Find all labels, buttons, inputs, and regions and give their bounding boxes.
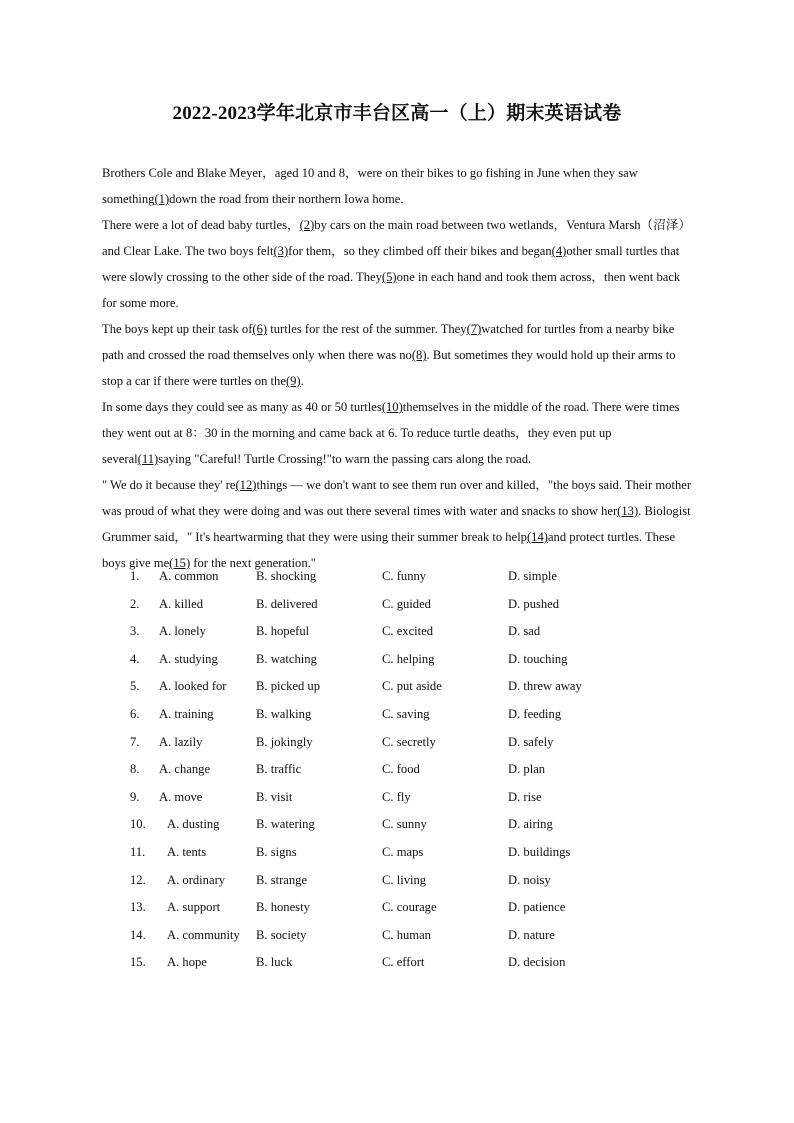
option-c: C. living <box>382 872 427 887</box>
text-segment: for them，so they climbed off their bikes and began <box>288 244 552 258</box>
option-a: A. training <box>159 707 214 721</box>
text-segment: . Biologist Grummer said，" It's heartwarming that they were using their summer break to help <box>102 504 691 544</box>
option-d: D. pushed <box>508 596 560 611</box>
question-row <box>0 652 794 672</box>
blank-9: (9) <box>285 374 301 388</box>
question-number: 11. <box>130 845 146 859</box>
blank-5: (5) <box>381 270 397 284</box>
question-row <box>0 735 794 755</box>
option-a: A. studying <box>159 651 218 666</box>
question-row <box>0 873 794 893</box>
question-number: 6. <box>130 707 140 721</box>
question-number: 12. <box>130 872 146 887</box>
option-c: C. put aside <box>382 679 442 694</box>
question-number: 9. <box>130 789 140 804</box>
option-d: D. simple <box>508 569 557 583</box>
option-d: D. decision <box>508 955 566 970</box>
option-a: A. lonely <box>159 624 206 639</box>
option-a: A. looked for <box>159 679 227 694</box>
text-segment: " We do it because they' re <box>102 478 236 492</box>
paragraph-4 <box>102 394 692 472</box>
option-b: B. honesty <box>256 900 310 915</box>
option-d: D. patience <box>508 900 566 915</box>
blank-11: (11) <box>137 452 159 466</box>
option-a: A. move <box>159 789 203 804</box>
option-d: D. noisy <box>508 872 551 887</box>
option-d: D. feeding <box>508 707 562 721</box>
option-b: B. delivered <box>256 596 318 611</box>
option-a: A. support <box>167 900 221 915</box>
question-row <box>0 679 794 699</box>
text-segment: The boys kept up their task of <box>102 322 253 336</box>
option-d: D. nature <box>508 927 555 942</box>
option-b: B. luck <box>256 955 293 970</box>
option-b: B. signs <box>256 845 297 859</box>
option-c: C. sunny <box>382 817 427 832</box>
option-c: C. excited <box>382 624 434 639</box>
option-b: B. hopeful <box>256 624 310 639</box>
option-a: A. common <box>159 569 219 583</box>
blank-8: (8) <box>411 348 427 362</box>
blank-1: (1) <box>154 192 170 206</box>
paragraph-3 <box>102 316 692 394</box>
blank-3: (3) <box>273 244 289 258</box>
option-a: A. change <box>159 762 211 777</box>
option-a: A. lazily <box>159 734 203 749</box>
option-d: D. touching <box>508 651 568 666</box>
text-segment: watched for turtles from a nearby bike path and crossed the road themselves only when there was no <box>102 322 675 362</box>
question-row <box>0 569 794 589</box>
option-d: D. plan <box>508 762 546 777</box>
question-row <box>0 817 794 837</box>
text-segment: themselves in the middle of the road. There were times they went out at 8：30 in the morning and came back at 6. To reduce turtle deaths，they even put up several <box>102 400 680 466</box>
text-segment: In some days they could see as many as 40 or 50 turtles <box>102 400 382 414</box>
option-b: B. watching <box>256 651 317 666</box>
text-segment: . But sometimes they would hold up their arms to stop a car if there were turtles on the <box>102 348 676 388</box>
option-b: B. walking <box>256 707 312 721</box>
question-row <box>0 845 794 865</box>
paragraph-5 <box>102 472 692 576</box>
text-segment: and protect turtles. These boys give me <box>102 530 676 570</box>
blank-7: (7) <box>466 322 482 336</box>
blank-10: (10) <box>381 400 403 414</box>
option-b: B. shocking <box>256 569 317 583</box>
text-segment: by cars on the main road between two wetlands，Ventura Marsh（沼泽） and Clear Lake. The two boys felt <box>102 218 691 258</box>
paragraph-2 <box>102 212 692 316</box>
text-segment: other small turtles that were slowly crossing to the other side of the road. They <box>102 244 680 284</box>
text-segment: saying "Careful! Turtle Crossing!"to warn the passing cars along the road. <box>158 452 532 466</box>
option-c: C. courage <box>382 900 437 915</box>
text-segment: down the road from their northern Iowa home. <box>169 192 404 206</box>
question-number: 5. <box>130 679 140 694</box>
option-b: B. visit <box>256 789 293 804</box>
option-d: D. rise <box>508 789 542 804</box>
option-c: C. funny <box>382 569 427 583</box>
blank-6: (6) <box>252 322 268 336</box>
paragraph-1 <box>102 160 692 212</box>
question-number: 2. <box>130 596 140 611</box>
question-number: 14. <box>130 927 146 942</box>
option-a: A. dusting <box>167 817 220 832</box>
question-number: 10. <box>130 817 146 832</box>
option-a: A. ordinary <box>167 872 226 887</box>
option-b: B. strange <box>256 872 308 887</box>
question-row <box>0 955 794 975</box>
blank-2: (2) <box>299 218 315 232</box>
option-b: B. picked up <box>256 679 321 694</box>
page-title: 2022-2023学年北京市丰台区高一（上）期末英语试卷 <box>172 103 622 124</box>
blank-4: (4) <box>551 244 567 258</box>
option-c: C. maps <box>382 845 424 859</box>
blank-12: (12) <box>235 478 257 492</box>
text-segment: Brothers Cole and Blake Meyer，aged 10 and 8，were on their bikes to go fishing in June when they saw something <box>102 166 638 206</box>
option-a: A. tents <box>167 845 207 859</box>
option-a: A. hope <box>167 955 207 970</box>
question-row <box>0 624 794 644</box>
text-segment: one in each hand and took them across，then went back for some more. <box>102 270 681 310</box>
option-c: C. human <box>382 927 431 942</box>
question-number: 8. <box>130 762 140 777</box>
option-b: B. society <box>256 927 307 942</box>
option-c: C. fly <box>382 789 411 804</box>
question-row <box>0 790 794 810</box>
option-b: B. jokingly <box>256 734 313 749</box>
option-a: A. community <box>167 927 240 942</box>
option-b: B. traffic <box>256 762 302 777</box>
text-segment: There were a lot of dead baby turtles， <box>102 218 300 232</box>
option-d: D. safely <box>508 734 554 749</box>
option-d: D. threw away <box>508 679 582 694</box>
text-segment: things — we don't want to see them run over and killed，"the boys said. Their mother was proud of what they were doing and was out there several times with water and snacks to show her <box>102 478 692 518</box>
question-row <box>0 928 794 948</box>
option-c: C. food <box>382 762 420 777</box>
question-row <box>0 762 794 782</box>
question-row <box>0 707 794 727</box>
text-segment: turtles for the rest of the summer. They <box>267 322 467 336</box>
question-number: 3. <box>130 624 140 639</box>
blank-15: (15) <box>169 556 191 570</box>
question-number: 15. <box>130 955 146 970</box>
question-number: 13. <box>130 900 146 915</box>
option-d: D. airing <box>508 817 553 832</box>
option-d: D. buildings <box>508 845 571 859</box>
text-segment: . <box>300 374 304 388</box>
option-c: C. guided <box>382 596 431 611</box>
option-c: C. helping <box>382 651 435 666</box>
text-segment: for the next generation." <box>190 556 316 570</box>
blank-13: (13) <box>617 504 639 518</box>
passage <box>102 160 692 576</box>
question-number: 1. <box>130 569 140 583</box>
option-c: C. saving <box>382 707 430 721</box>
option-b: B. watering <box>256 817 315 832</box>
question-number: 4. <box>130 651 140 666</box>
option-c: C. effort <box>382 955 425 970</box>
question-row <box>0 900 794 920</box>
question-number: 7. <box>130 734 140 749</box>
option-c: C. secretly <box>382 734 436 749</box>
blank-14: (14) <box>526 530 548 544</box>
option-a: A. killed <box>159 596 204 611</box>
option-d: D. sad <box>508 624 541 639</box>
question-row <box>0 597 794 617</box>
